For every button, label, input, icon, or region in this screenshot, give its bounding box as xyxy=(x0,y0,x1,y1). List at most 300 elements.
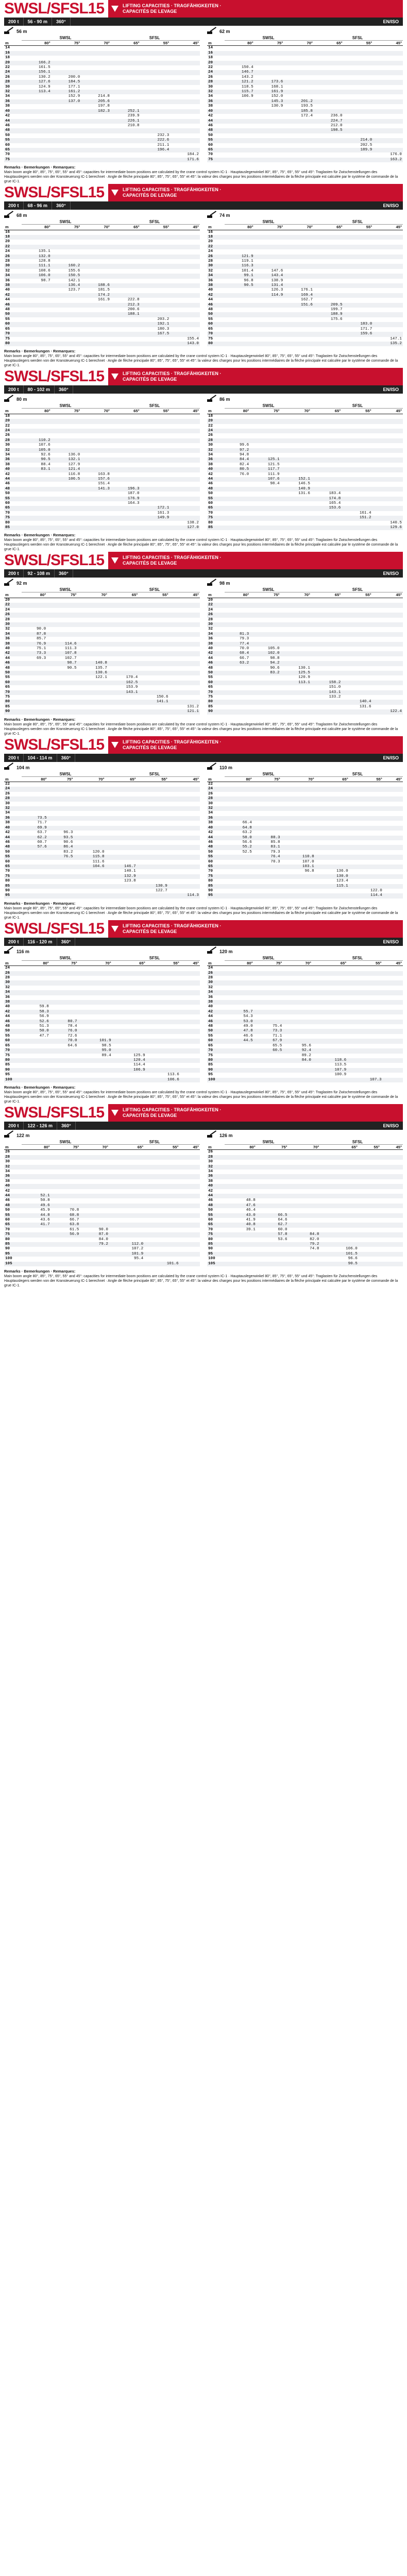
table-row xyxy=(207,1010,403,1014)
capacity-cell xyxy=(139,603,169,607)
capacity-cell xyxy=(225,1048,254,1053)
capacity-cell xyxy=(170,56,200,60)
table-row xyxy=(207,119,403,124)
capacity-cell xyxy=(80,1252,109,1257)
capacity-cell xyxy=(22,1160,51,1164)
capacity-cell xyxy=(383,796,403,801)
capacity-cell xyxy=(373,288,403,293)
capacity-cell: 140.9 xyxy=(281,487,311,492)
capacity-cell xyxy=(146,1054,180,1058)
capacity-cell xyxy=(22,1252,51,1257)
capacity-cell: 118.6 xyxy=(312,1058,347,1063)
capacity-cell: 152.9 xyxy=(68,94,80,99)
capacity-cell xyxy=(372,675,403,680)
capacity-cell xyxy=(383,865,403,869)
capacity-cell xyxy=(22,492,52,496)
capacity-cell xyxy=(311,443,342,448)
capacity-cell xyxy=(168,865,200,869)
capacity-cell xyxy=(111,274,141,278)
column-header: m xyxy=(4,225,22,230)
remarks-text: Main boom angle 80°, 85°, 75°, 65°, 55° and 45°: capacities for intermediate boom positions are calculated by the crane control system IC-1 · Hauptauslegerwinkel 80°, 85°, 75°, 65°, 55° und 45°: Traglasten für Zwischenstellungen des Hauptauslegers werden von der Kransteuerung IC-1 berechnet · Angle de flèche principale 80°, 85°, 75°, 65°, 55° et 45°: la valeur des charges pour les positions intermédiaires de la flèche principale est calculée par le système de commande de la grue IC-1. xyxy=(4,538,398,552)
capacity-cell xyxy=(314,255,344,259)
config-angle: 360° xyxy=(52,201,71,210)
brand-logo: SWSL/SFSL15 xyxy=(4,1104,108,1122)
capacity-cell xyxy=(111,85,141,90)
capacity-cell xyxy=(383,831,403,835)
capacity-cell xyxy=(22,802,48,806)
table-row xyxy=(207,971,403,976)
capacity-cell xyxy=(254,976,283,980)
capacity-cell xyxy=(81,337,111,342)
table-row xyxy=(207,46,403,51)
capacity-cell xyxy=(109,1189,144,1194)
capacity-cell xyxy=(281,472,311,477)
table-row xyxy=(4,477,200,482)
capacity-cell xyxy=(250,637,280,641)
radius-cell: 22 xyxy=(4,603,22,607)
capacity-cell xyxy=(281,642,311,647)
capacity-cell xyxy=(48,893,74,898)
capacity-cell xyxy=(78,986,112,990)
capacity-cell xyxy=(347,1068,382,1073)
capacity-cell xyxy=(22,990,50,995)
capacity-cell xyxy=(254,980,283,985)
capacity-cell xyxy=(52,293,81,298)
radius-cell: 24 xyxy=(5,966,10,971)
radius-cell: 44 xyxy=(207,119,225,124)
radius-cell: 36 xyxy=(4,816,22,821)
radius-cell: 40 xyxy=(5,646,10,651)
capacity-table xyxy=(207,592,403,714)
capacity-cell xyxy=(22,811,48,816)
capacity-cell xyxy=(314,293,344,298)
header-band xyxy=(4,920,403,938)
capacity-cell xyxy=(168,787,200,791)
capacity-cell xyxy=(112,990,146,995)
radius-cell: 65 xyxy=(5,1043,10,1048)
capacity-cell xyxy=(342,448,372,453)
capacity-cell: 199.7 xyxy=(330,308,343,312)
table-row xyxy=(4,792,200,796)
table-row xyxy=(207,821,403,825)
capacity-cell xyxy=(22,796,48,801)
capacity-cell xyxy=(22,104,52,109)
capacity-panel xyxy=(4,212,200,346)
capacity-cell xyxy=(111,506,141,511)
table-row xyxy=(4,230,200,235)
capacity-cell xyxy=(111,322,141,327)
capacity-cell xyxy=(52,322,81,327)
capacity-cell xyxy=(250,424,280,429)
capacity-cell: 120.9 xyxy=(298,675,310,680)
config-angle: 360° xyxy=(55,385,73,394)
capacity-cell xyxy=(255,337,284,342)
capacity-cell xyxy=(81,90,111,94)
table-row xyxy=(207,255,403,259)
table-row xyxy=(4,298,200,302)
capacity-cell xyxy=(146,1014,180,1019)
table-row xyxy=(207,681,403,685)
capacity-cell: 58.3 xyxy=(22,1010,50,1014)
capacity-cell xyxy=(344,303,374,308)
capacity-cell: 82.0 xyxy=(310,1237,319,1242)
capacity-panel xyxy=(207,28,403,162)
capacity-cell: 85.8 xyxy=(270,840,280,844)
header-band xyxy=(4,552,403,569)
capacity-cell: 41.9 xyxy=(246,1218,256,1223)
radius-cell: 24 xyxy=(208,966,213,971)
capacity-cell xyxy=(52,230,81,235)
radius-cell: 70 xyxy=(207,690,225,695)
capacity-cell xyxy=(111,293,141,298)
table-row xyxy=(207,855,403,859)
capacity-cell: 161.4 xyxy=(359,511,371,515)
capacity-cell xyxy=(347,986,382,990)
capacity-cell xyxy=(344,85,374,90)
capacity-cell xyxy=(111,133,141,138)
radius-cell: 20 xyxy=(4,419,22,423)
radius-cell: 34 xyxy=(208,452,213,457)
table-row xyxy=(4,666,200,671)
capacity-cell xyxy=(111,424,141,429)
radius-cell: 65 xyxy=(207,506,225,511)
capacity-cell xyxy=(255,51,284,56)
column-header: 80° xyxy=(22,961,50,966)
radius-cell: 60 xyxy=(4,681,22,685)
table-row xyxy=(4,85,200,90)
group-label-b: SFSL xyxy=(109,955,200,961)
table-row xyxy=(4,80,200,84)
capacity-cell xyxy=(225,312,255,317)
capacity-cell: 113.1 xyxy=(281,681,311,685)
capacity-cell xyxy=(283,976,312,980)
radius-cell: 24 xyxy=(4,70,22,75)
capacity-cell xyxy=(289,1150,320,1155)
capacity-cell xyxy=(170,497,200,501)
capacity-cell xyxy=(81,342,111,346)
capacity-cell xyxy=(22,312,52,317)
capacity-panel xyxy=(4,580,200,714)
capacity-cell xyxy=(312,1044,347,1048)
radius-cell: 85 xyxy=(5,1063,10,1067)
table-row xyxy=(4,1189,200,1194)
capacity-cell xyxy=(312,1034,347,1039)
capacity-cell xyxy=(74,796,105,801)
capacity-cell xyxy=(342,671,372,675)
table-row xyxy=(4,342,200,346)
table-row xyxy=(4,1160,200,1164)
capacity-cell xyxy=(50,990,78,995)
capacity-cell xyxy=(137,855,168,859)
capacity-cell xyxy=(170,511,200,516)
capacity-cell xyxy=(170,312,200,317)
radius-cell: 50 xyxy=(208,133,213,138)
capacity-cell xyxy=(255,114,284,118)
capacity-cell xyxy=(289,1228,320,1232)
capacity-cell: 106.9 xyxy=(112,1068,146,1073)
table-row xyxy=(207,249,403,254)
capacity-cell xyxy=(225,492,250,496)
capacity-cell xyxy=(80,1150,109,1155)
capacity-cell xyxy=(320,1242,358,1247)
radius-cell: 22 xyxy=(5,782,10,787)
capacity-cell xyxy=(170,70,200,75)
radius-cell: 36 xyxy=(4,457,22,462)
capacity-cell xyxy=(342,482,372,486)
capacity-cell xyxy=(168,831,200,835)
column-header: 75° xyxy=(257,1145,289,1150)
capacity-cell xyxy=(373,293,403,298)
capacity-cell xyxy=(284,143,314,148)
table-row xyxy=(4,879,200,884)
radius-cell: 24 xyxy=(208,249,213,254)
capacity-cell xyxy=(137,879,168,884)
capacity-cell: 135.7 xyxy=(95,666,107,670)
capacity-cell xyxy=(225,501,250,506)
capacity-cell xyxy=(50,1078,78,1082)
table-row xyxy=(4,1184,200,1189)
capacity-cell xyxy=(284,133,314,138)
capacity-cell: 66.7 xyxy=(240,656,249,660)
capacity-cell xyxy=(381,1228,403,1232)
capacity-cell xyxy=(146,1039,180,1043)
crane-icon xyxy=(4,949,13,954)
capacity-cell xyxy=(22,308,52,312)
capacity-cell xyxy=(47,681,77,685)
capacity-cell xyxy=(108,627,139,632)
capacity-cell: 50.8 xyxy=(40,1198,50,1203)
table-row xyxy=(207,128,403,133)
capacity-cell xyxy=(146,1063,180,1067)
capacity-cell xyxy=(22,433,52,438)
capacity-cell xyxy=(139,632,169,637)
capacity-cell xyxy=(168,796,200,801)
capacity-cell xyxy=(373,274,403,278)
table-row xyxy=(4,1039,200,1043)
capacity-sheet xyxy=(0,0,407,184)
column-header: 45° xyxy=(168,777,200,782)
radius-cell: 50 xyxy=(4,1029,22,1033)
capacity-cell xyxy=(225,622,250,627)
capacity-cell xyxy=(111,521,141,526)
capacity-cell: 79.2 xyxy=(289,1242,320,1247)
capacity-cell xyxy=(81,51,111,56)
capacity-cell xyxy=(108,700,139,704)
title-line-2: CAPACITÉS DE LEVAGE xyxy=(123,1112,177,1118)
capacity-cell xyxy=(170,414,200,419)
capacity-cell xyxy=(109,1238,144,1242)
capacity-cell xyxy=(257,1247,289,1251)
capacity-cell xyxy=(225,1247,257,1251)
capacity-cell xyxy=(22,850,48,855)
column-header: m xyxy=(4,41,22,46)
capacity-cell xyxy=(106,840,137,845)
capacity-cell xyxy=(170,308,200,312)
capacity-cell xyxy=(180,1257,200,1261)
radius-cell: 30 xyxy=(5,84,10,89)
radius-cell: 95 xyxy=(207,1252,225,1257)
capacity-cell xyxy=(22,971,50,976)
capacity-cell xyxy=(144,1150,179,1155)
capacity-cell xyxy=(283,1024,312,1029)
radius-cell: 46 xyxy=(5,482,10,486)
capacity-cell xyxy=(180,1213,200,1218)
table-row xyxy=(207,651,403,656)
capacity-cell: 169.4 xyxy=(284,293,314,298)
capacity-cell xyxy=(170,80,200,84)
capacity-cell xyxy=(225,681,250,685)
capacity-cell xyxy=(344,61,374,65)
capacity-cell xyxy=(50,1073,78,1077)
panels xyxy=(4,580,403,714)
capacity-cell xyxy=(314,133,344,138)
capacity-cell xyxy=(281,497,311,501)
capacity-cell: 71.7 xyxy=(37,821,47,825)
capacity-cell xyxy=(180,1078,200,1082)
capacity-cell: 68.8 xyxy=(51,1213,80,1218)
capacity-cell xyxy=(283,971,312,976)
title-bar xyxy=(108,920,403,938)
capacity-cell xyxy=(109,1223,144,1227)
title-line-2: CAPACITÉS DE LEVAGE xyxy=(123,744,177,750)
capacity-cell xyxy=(50,1000,78,1005)
capacity-cell xyxy=(52,429,81,433)
capacity-cell xyxy=(52,501,81,506)
capacity-cell: 106.9 xyxy=(241,94,253,99)
radius-cell: 42 xyxy=(208,831,213,835)
capacity-cell xyxy=(225,865,253,869)
capacity-cell xyxy=(22,806,48,811)
table-header-row xyxy=(4,41,200,46)
capacity-cell: 75.1 xyxy=(37,646,46,651)
capacity-cell xyxy=(22,46,52,51)
capacity-cell xyxy=(78,700,108,704)
table-row xyxy=(4,1247,200,1251)
radius-cell: 90 xyxy=(5,1247,10,1251)
remarks xyxy=(4,717,403,736)
capacity-cell xyxy=(52,259,81,264)
radius-cell: 42 xyxy=(5,831,10,835)
boom-length-label: 110 m xyxy=(219,765,233,770)
capacity-cell xyxy=(170,230,200,235)
capacity-cell xyxy=(80,1165,109,1170)
capacity-cell xyxy=(106,889,137,893)
radius-cell: 24 xyxy=(4,429,22,433)
capacity-cell: 130.9 xyxy=(271,104,283,109)
table-row xyxy=(207,976,403,980)
config-unit: EN/ISO xyxy=(383,1123,399,1128)
capacity-cell: 128.8 xyxy=(38,259,50,263)
capacity-cell xyxy=(342,690,372,695)
capacity-cell xyxy=(250,521,280,526)
capacity-cell: 156.1 xyxy=(22,70,52,75)
marker-icon xyxy=(111,190,118,196)
capacity-cell xyxy=(78,990,112,995)
capacity-cell xyxy=(22,124,52,128)
capacity-cell: 75.4 xyxy=(273,1024,282,1029)
capacity-cell xyxy=(47,598,77,603)
capacity-cell xyxy=(342,598,372,603)
capacity-cell xyxy=(111,526,141,530)
table-row xyxy=(207,245,403,249)
table-row xyxy=(207,690,403,695)
capacity-cell xyxy=(52,482,81,486)
capacity-cell xyxy=(225,158,255,162)
capacity-cell: 43.6 xyxy=(40,1218,50,1223)
capacity-cell xyxy=(170,327,200,332)
capacity-cell xyxy=(111,104,141,109)
capacity-cell: 157.6 xyxy=(81,477,111,482)
capacity-cell: 121.9 xyxy=(225,255,255,259)
capacity-cell xyxy=(314,327,344,332)
capacity-cell: 176.0 xyxy=(390,152,402,157)
crane-icon xyxy=(4,1133,13,1138)
capacity-cell xyxy=(170,94,200,99)
radius-cell: 44 xyxy=(4,119,22,124)
capacity-cell xyxy=(225,1184,257,1189)
radius-cell: 42 xyxy=(207,651,225,656)
capacity-cell: 122.0 xyxy=(370,888,382,893)
remarks-title: Remarks · Bemerkungen · Remarques: xyxy=(4,717,76,722)
capacity-cell xyxy=(180,986,200,990)
capacity-cell xyxy=(344,283,374,288)
capacity-cell xyxy=(180,995,200,1000)
title-lines xyxy=(123,187,221,198)
table-row xyxy=(207,1170,403,1174)
capacity-cell xyxy=(225,675,250,680)
capacity-cell xyxy=(141,94,171,99)
capacity-cell xyxy=(311,700,342,704)
capacity-cell xyxy=(253,821,281,825)
capacity-cell xyxy=(50,1054,78,1058)
table-row xyxy=(4,990,200,995)
capacity-cell xyxy=(383,980,403,985)
title-line-1: LIFTING CAPACITIES · TRAGFÄHIGKEITEN · xyxy=(123,371,222,377)
column-header: 80° xyxy=(22,41,52,46)
column-header: 70° xyxy=(281,592,311,598)
capacity-cell xyxy=(170,138,200,143)
capacity-cell xyxy=(281,501,311,506)
group-label-b: SFSL xyxy=(312,1139,403,1145)
radius-cell: 42 xyxy=(5,114,10,118)
table-row xyxy=(4,826,200,831)
capacity-cell xyxy=(284,85,314,90)
capacity-cell xyxy=(111,433,141,438)
column-header: 55° xyxy=(146,961,180,966)
capacity-cell xyxy=(137,865,168,869)
capacity-cell xyxy=(314,90,344,94)
capacity-cell xyxy=(168,840,200,845)
radius-cell: 14 xyxy=(208,46,213,50)
capacity-cell xyxy=(383,884,403,889)
capacity-cell xyxy=(22,1063,50,1067)
capacity-cell xyxy=(347,966,382,971)
capacity-cell xyxy=(311,438,342,443)
capacity-cell xyxy=(141,288,171,293)
capacity-cell xyxy=(144,1228,179,1232)
column-groups xyxy=(207,35,403,41)
capacity-cell xyxy=(109,1262,144,1266)
radius-cell: 55 xyxy=(208,675,213,680)
config-unit: EN/ISO xyxy=(383,571,399,577)
capacity-cell xyxy=(47,690,77,695)
capacity-cell xyxy=(289,1165,320,1170)
capacity-cell xyxy=(22,966,50,971)
capacity-cell xyxy=(141,429,171,433)
column-header: 80° xyxy=(225,961,254,966)
capacity-cell xyxy=(112,980,146,985)
capacity-cell: 89.2 xyxy=(301,1053,311,1058)
